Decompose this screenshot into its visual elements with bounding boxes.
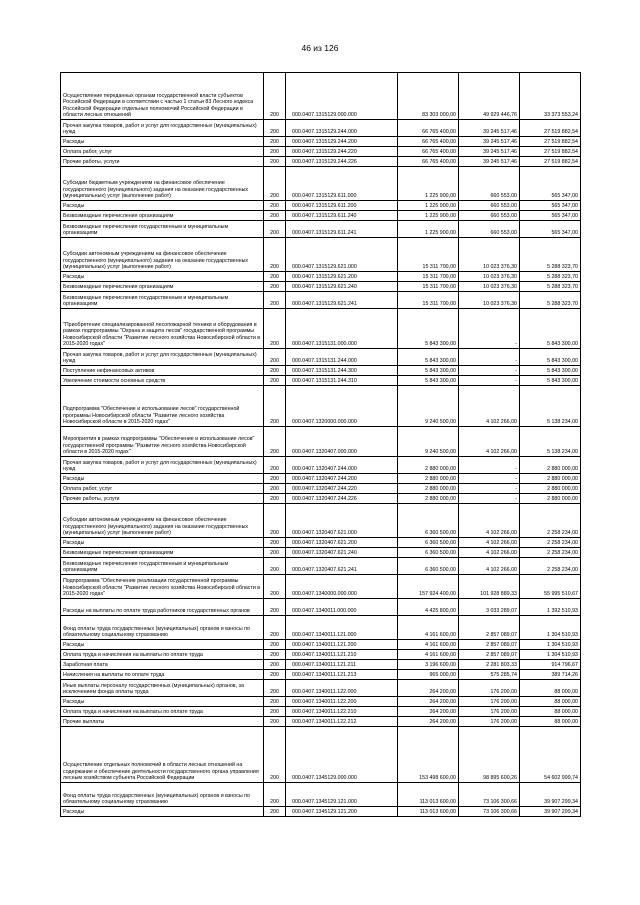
row-budget-code: 000.0407.1340011.121.211 bbox=[286, 660, 398, 670]
row-unexecuted-amount: 1 304 510,93 bbox=[520, 650, 581, 660]
row-unexecuted-amount: 2 258 234,00 bbox=[520, 558, 581, 575]
row-approved-amount: 83 303 000,00 bbox=[398, 73, 459, 120]
row-unexecuted-amount: 2 880 000,00 bbox=[520, 484, 581, 494]
row-budget-code: 000.0407.1320000.000.000 bbox=[286, 386, 398, 427]
row-line-code: 200 bbox=[264, 349, 286, 366]
row-name: Прочая закупка товаров, работ и услуг для государственных (муниципальных) нужд bbox=[61, 457, 264, 474]
row-approved-amount: 4 425 800,00 bbox=[398, 599, 459, 616]
row-name: Осуществление переданных органам государственной власти субъектов Российской Федерации в соответствии с частью 1 статьи 83 Лесного кодекса Российской Федерации отдельных полномочий Российской Федерации в области лесных отношений bbox=[61, 73, 264, 120]
row-line-code: 200 bbox=[264, 484, 286, 494]
row-executed-amount: - bbox=[459, 366, 520, 376]
row-name: Субсидии бюджетным учреждениям на финансовое обеспечение государственного (муниципального) задания на оказание государственных (муниципальных) услуг (выполнение работ) bbox=[61, 167, 264, 201]
table-row bbox=[61, 272, 581, 282]
row-unexecuted-amount: 88 000,00 bbox=[520, 680, 581, 697]
table-row bbox=[61, 680, 581, 697]
row-unexecuted-amount: 565 347,00 bbox=[520, 221, 581, 238]
row-approved-amount: 1 225 900,00 bbox=[398, 211, 459, 221]
row-line-code: 200 bbox=[264, 680, 286, 697]
row-line-code: 200 bbox=[264, 640, 286, 650]
table-row bbox=[61, 309, 581, 349]
row-executed-amount: 176 200,00 bbox=[459, 697, 520, 707]
row-line-code: 200 bbox=[264, 376, 286, 386]
row-executed-amount: 176 200,00 bbox=[459, 680, 520, 697]
row-budget-code: 000.0407.1320407.244.200 bbox=[286, 474, 398, 484]
row-unexecuted-amount: 1 392 510,93 bbox=[520, 599, 581, 616]
row-line-code: 200 bbox=[264, 137, 286, 147]
row-approved-amount: 15 311 700,00 bbox=[398, 292, 459, 309]
row-line-code: 200 bbox=[264, 727, 286, 783]
row-line-code: 200 bbox=[264, 660, 286, 670]
row-line-code: 200 bbox=[264, 309, 286, 349]
row-approved-amount: 264 200,00 bbox=[398, 717, 459, 727]
row-name: Безвозмездные перечисления организациям bbox=[61, 548, 264, 558]
row-budget-code: 000.0407.1345129.121.200 bbox=[286, 807, 398, 817]
row-unexecuted-amount: 39 907 299,34 bbox=[520, 783, 581, 807]
table-row bbox=[61, 73, 581, 120]
table-row bbox=[61, 349, 581, 366]
table-row bbox=[61, 167, 581, 201]
row-approved-amount: 5 843 300,00 bbox=[398, 366, 459, 376]
row-name: Расходы bbox=[61, 201, 264, 211]
row-unexecuted-amount: 565 347,00 bbox=[520, 201, 581, 211]
row-line-code: 200 bbox=[264, 670, 286, 680]
row-name: Безвозмездные перечисления государственным и муниципальным организациям bbox=[61, 558, 264, 575]
row-line-code: 200 bbox=[264, 558, 286, 575]
table-row bbox=[61, 717, 581, 727]
row-executed-amount: 73 106 300,66 bbox=[459, 807, 520, 817]
table-row bbox=[61, 157, 581, 167]
row-line-code: 200 bbox=[264, 157, 286, 167]
row-name: Начисления на выплаты по оплате труда bbox=[61, 670, 264, 680]
row-budget-code: 000.0407.1315129.000.000 bbox=[286, 73, 398, 120]
table-row bbox=[61, 504, 581, 538]
row-executed-amount: 39 245 517,46 bbox=[459, 120, 520, 137]
row-name: Прочие выплаты bbox=[61, 717, 264, 727]
row-unexecuted-amount: 2 258 234,00 bbox=[520, 548, 581, 558]
row-approved-amount: 66 765 400,00 bbox=[398, 137, 459, 147]
row-approved-amount: 264 200,00 bbox=[398, 697, 459, 707]
row-budget-code: 000.0407.1320407.621.241 bbox=[286, 558, 398, 575]
row-executed-amount: 660 553,00 bbox=[459, 167, 520, 201]
row-budget-code: 000.0407.1320407.621.240 bbox=[286, 548, 398, 558]
row-executed-amount: 2 857 089,07 bbox=[459, 650, 520, 660]
row-line-code: 200 bbox=[264, 783, 286, 807]
row-budget-code: 000.0407.1315129.244.200 bbox=[286, 137, 398, 147]
row-budget-code: 000.0407.1340000.000.000 bbox=[286, 575, 398, 599]
row-name: "Приобретение специализированной лесопожарной техники и оборудования в рамках подпрограммы "Охрана и защита лесов" государственной программы Новосибирской области "Развитие лесного хозяйства Новосибирской области в 2015-2020 годах" bbox=[61, 309, 264, 349]
row-executed-amount: 98 895 600,26 bbox=[459, 727, 520, 783]
row-line-code: 200 bbox=[264, 427, 286, 457]
row-budget-code: 000.0407.1340011.121.210 bbox=[286, 650, 398, 660]
table-body bbox=[61, 73, 581, 817]
row-line-code: 200 bbox=[264, 147, 286, 157]
row-unexecuted-amount: 5 288 323,70 bbox=[520, 282, 581, 292]
row-name: Субсидии автономным учреждениям на финансовое обеспечение государственного (муниципального) задания на оказание государственных (муниципальных) услуг (выполнение работ) bbox=[61, 238, 264, 272]
row-approved-amount: 9 240 500,00 bbox=[398, 386, 459, 427]
row-line-code: 200 bbox=[264, 282, 286, 292]
row-name: Прочие работы, услуги bbox=[61, 157, 264, 167]
row-executed-amount: - bbox=[459, 376, 520, 386]
row-unexecuted-amount: 33 373 553,24 bbox=[520, 73, 581, 120]
row-unexecuted-amount: 914 796,67 bbox=[520, 660, 581, 670]
row-name: Оплата работ, услуг bbox=[61, 484, 264, 494]
table-row bbox=[61, 292, 581, 309]
row-approved-amount: 15 311 700,00 bbox=[398, 238, 459, 272]
row-unexecuted-amount: 39 907 299,34 bbox=[520, 807, 581, 817]
table-row bbox=[61, 575, 581, 599]
row-unexecuted-amount: 27 519 882,54 bbox=[520, 147, 581, 157]
row-budget-code: 000.0407.1340011.122.210 bbox=[286, 707, 398, 717]
row-approved-amount: 3 196 600,00 bbox=[398, 660, 459, 670]
row-approved-amount: 2 880 000,00 bbox=[398, 474, 459, 484]
row-approved-amount: 6 360 500,00 bbox=[398, 558, 459, 575]
row-name: Расходы bbox=[61, 640, 264, 650]
row-unexecuted-amount: 5 138 234,00 bbox=[520, 386, 581, 427]
row-line-code: 200 bbox=[264, 221, 286, 238]
table-row bbox=[61, 120, 581, 137]
row-name: Заработная плата bbox=[61, 660, 264, 670]
row-budget-code: 000.0407.1315131.244.300 bbox=[286, 366, 398, 376]
table-row bbox=[61, 548, 581, 558]
row-budget-code: 000.0407.1340011.121.000 bbox=[286, 616, 398, 640]
table-row bbox=[61, 650, 581, 660]
table-row bbox=[61, 727, 581, 783]
row-executed-amount: 660 553,00 bbox=[459, 201, 520, 211]
row-line-code: 200 bbox=[264, 504, 286, 538]
row-budget-code: 000.0407.1345129.000.000 bbox=[286, 727, 398, 783]
row-name: Расходы bbox=[61, 697, 264, 707]
row-unexecuted-amount: 5 288 323,70 bbox=[520, 238, 581, 272]
row-name: Расходы на выплаты по оплате труда работников государственных органов bbox=[61, 599, 264, 616]
table-row bbox=[61, 474, 581, 484]
row-executed-amount: - bbox=[459, 349, 520, 366]
table-row bbox=[61, 697, 581, 707]
row-name: Прочая закупка товаров, работ и услуг для государственных (муниципальных) нужд bbox=[61, 349, 264, 366]
row-name: Расходы bbox=[61, 137, 264, 147]
row-name: Фонд оплаты труда государственных (муниципальных) органов и взносы по обязательному социальному страхованию bbox=[61, 783, 264, 807]
table-row bbox=[61, 386, 581, 427]
row-unexecuted-amount: 55 995 510,67 bbox=[520, 575, 581, 599]
row-budget-code: 000.0407.1315129.621.241 bbox=[286, 292, 398, 309]
row-name: Поступление нефинансовых активов bbox=[61, 366, 264, 376]
table-row bbox=[61, 494, 581, 504]
row-budget-code: 000.0407.1340011.122.000 bbox=[286, 680, 398, 697]
row-budget-code: 000.0407.1315129.611.241 bbox=[286, 221, 398, 238]
row-budget-code: 000.0407.1320407.244.000 bbox=[286, 457, 398, 474]
row-name: Оплата труда и начисления на выплаты по оплате труда bbox=[61, 707, 264, 717]
row-executed-amount: - bbox=[459, 484, 520, 494]
row-approved-amount: 4 161 600,00 bbox=[398, 650, 459, 660]
row-approved-amount: 6 360 500,00 bbox=[398, 504, 459, 538]
row-unexecuted-amount: 2 880 000,00 bbox=[520, 457, 581, 474]
row-executed-amount: 2 281 803,33 bbox=[459, 660, 520, 670]
row-executed-amount: 3 033 289,07 bbox=[459, 599, 520, 616]
row-executed-amount: 4 102 266,00 bbox=[459, 548, 520, 558]
row-name: Субсидии автономным учреждениям на финансовое обеспечение государственного (муниципального) задания на оказание государственных (муниципальных) услуг (выполнение работ) bbox=[61, 504, 264, 538]
table-row bbox=[61, 282, 581, 292]
table-row bbox=[61, 201, 581, 211]
table-row bbox=[61, 484, 581, 494]
table-row bbox=[61, 599, 581, 616]
row-approved-amount: 2 880 000,00 bbox=[398, 494, 459, 504]
table-row bbox=[61, 616, 581, 640]
row-name: Подпрограмма "Обеспечение и использование лесов" государственной программы Новосибирской области "Развитие лесного хозяйства Новосибирской области в 2015-2020 годах" bbox=[61, 386, 264, 427]
row-unexecuted-amount: 5 843 300,00 bbox=[520, 349, 581, 366]
row-approved-amount: 66 765 400,00 bbox=[398, 157, 459, 167]
row-name: Безвозмездные перечисления государственным и муниципальным организациям bbox=[61, 221, 264, 238]
row-budget-code: 000.0407.1315131.000.000 bbox=[286, 309, 398, 349]
row-line-code: 200 bbox=[264, 366, 286, 376]
row-budget-code: 000.0407.1340011.122.212 bbox=[286, 717, 398, 727]
row-approved-amount: 2 880 000,00 bbox=[398, 457, 459, 474]
row-budget-code: 000.0407.1340011.121.200 bbox=[286, 640, 398, 650]
row-executed-amount: 660 553,00 bbox=[459, 211, 520, 221]
row-approved-amount: 66 765 400,00 bbox=[398, 147, 459, 157]
row-budget-code: 000.0407.1315129.611.000 bbox=[286, 167, 398, 201]
table-row bbox=[61, 538, 581, 548]
row-executed-amount: 101 928 889,33 bbox=[459, 575, 520, 599]
row-name: Расходы bbox=[61, 538, 264, 548]
row-name: Мероприятия в рамках подпрограммы "Обеспечение и использование лесов" государственной программы "Развитие лесного хозяйства Новосибирской области в 2015-2020 годах" bbox=[61, 427, 264, 457]
row-budget-code: 000.0407.1320407.621.000 bbox=[286, 504, 398, 538]
row-approved-amount: 264 200,00 bbox=[398, 680, 459, 697]
row-name: Прочие работы, услуги bbox=[61, 494, 264, 504]
row-name: Безвозмездные перечисления организациям bbox=[61, 282, 264, 292]
row-budget-code: 000.0407.1315129.244.226 bbox=[286, 157, 398, 167]
table-row bbox=[61, 221, 581, 238]
row-unexecuted-amount: 1 304 510,93 bbox=[520, 640, 581, 650]
row-budget-code: 000.0407.1340011.000.000 bbox=[286, 599, 398, 616]
row-executed-amount: 10 023 376,30 bbox=[459, 238, 520, 272]
row-executed-amount: 660 553,00 bbox=[459, 221, 520, 238]
row-executed-amount: 73 106 300,66 bbox=[459, 783, 520, 807]
row-budget-code: 000.0407.1315131.244.000 bbox=[286, 349, 398, 366]
row-approved-amount: 6 360 500,00 bbox=[398, 538, 459, 548]
row-unexecuted-amount: 565 347,00 bbox=[520, 167, 581, 201]
row-approved-amount: 965 000,00 bbox=[398, 670, 459, 680]
row-executed-amount: 10 023 376,30 bbox=[459, 292, 520, 309]
row-budget-code: 000.0407.1340011.121.213 bbox=[286, 670, 398, 680]
table-row bbox=[61, 137, 581, 147]
row-unexecuted-amount: 88 000,00 bbox=[520, 697, 581, 707]
row-budget-code: 000.0407.1340011.122.200 bbox=[286, 697, 398, 707]
row-approved-amount: 66 765 400,00 bbox=[398, 120, 459, 137]
row-executed-amount: - bbox=[459, 309, 520, 349]
row-unexecuted-amount: 54 602 999,74 bbox=[520, 727, 581, 783]
row-unexecuted-amount: 27 519 882,54 bbox=[520, 137, 581, 147]
row-line-code: 200 bbox=[264, 548, 286, 558]
row-name: Осуществление отдельных полномочий в области лесных отношений на содержание и обеспечение деятельности государственного органа управления лесным хозяйством субъекта Российской Федерации bbox=[61, 727, 264, 783]
row-line-code: 200 bbox=[264, 707, 286, 717]
row-budget-code: 000.0407.1315129.611.200 bbox=[286, 201, 398, 211]
row-unexecuted-amount: 88 000,00 bbox=[520, 707, 581, 717]
row-name: Иные выплаты персоналу государственных (муниципальных) органов, за исключением фонда оплаты труда bbox=[61, 680, 264, 697]
row-line-code: 200 bbox=[264, 201, 286, 211]
row-line-code: 200 bbox=[264, 292, 286, 309]
table-row bbox=[61, 660, 581, 670]
row-approved-amount: 5 843 300,00 bbox=[398, 349, 459, 366]
row-approved-amount: 4 161 600,00 bbox=[398, 640, 459, 650]
row-budget-code: 000.0407.1315129.244.220 bbox=[286, 147, 398, 157]
row-unexecuted-amount: 389 714,26 bbox=[520, 670, 581, 680]
row-executed-amount: 39 245 517,46 bbox=[459, 147, 520, 157]
row-budget-code: 000.0407.1315129.621.200 bbox=[286, 272, 398, 282]
table-row bbox=[61, 807, 581, 817]
row-executed-amount: 39 245 517,46 bbox=[459, 157, 520, 167]
row-line-code: 200 bbox=[264, 717, 286, 727]
row-unexecuted-amount: 5 288 323,70 bbox=[520, 292, 581, 309]
table-row bbox=[61, 147, 581, 157]
row-approved-amount: 157 924 400,00 bbox=[398, 575, 459, 599]
row-executed-amount: - bbox=[459, 474, 520, 484]
row-executed-amount: 39 245 517,46 bbox=[459, 137, 520, 147]
row-unexecuted-amount: 5 843 300,00 bbox=[520, 309, 581, 349]
row-unexecuted-amount: 5 843 300,00 bbox=[520, 366, 581, 376]
row-approved-amount: 15 311 700,00 bbox=[398, 282, 459, 292]
row-name: Подпрограмма "Обеспечение реализации государственной программы Новосибирской области "Развитие лесного хозяйства Новосибирской области в 2015-2020 годах" bbox=[61, 575, 264, 599]
row-budget-code: 000.0407.1315129.244.000 bbox=[286, 120, 398, 137]
row-approved-amount: 153 498 600,00 bbox=[398, 727, 459, 783]
row-approved-amount: 9 240 500,00 bbox=[398, 427, 459, 457]
row-approved-amount: 2 880 000,00 bbox=[398, 484, 459, 494]
row-budget-code: 000.0407.1315129.611.240 bbox=[286, 211, 398, 221]
row-approved-amount: 4 161 600,00 bbox=[398, 616, 459, 640]
row-line-code: 200 bbox=[264, 120, 286, 137]
row-unexecuted-amount: 2 880 000,00 bbox=[520, 494, 581, 504]
row-line-code: 200 bbox=[264, 650, 286, 660]
row-line-code: 200 bbox=[264, 386, 286, 427]
row-unexecuted-amount: 5 138 234,00 bbox=[520, 427, 581, 457]
row-line-code: 200 bbox=[264, 238, 286, 272]
table-row bbox=[61, 211, 581, 221]
row-line-code: 200 bbox=[264, 616, 286, 640]
table-row bbox=[61, 670, 581, 680]
row-unexecuted-amount: 27 519 882,54 bbox=[520, 157, 581, 167]
row-budget-code: 000.0407.1320407.244.220 bbox=[286, 484, 398, 494]
row-budget-code: 000.0407.1345129.121.000 bbox=[286, 783, 398, 807]
table-row bbox=[61, 783, 581, 807]
row-unexecuted-amount: 1 304 510,93 bbox=[520, 616, 581, 640]
row-executed-amount: 4 102 266,00 bbox=[459, 558, 520, 575]
row-executed-amount: 575 285,74 bbox=[459, 670, 520, 680]
row-approved-amount: 15 311 700,00 bbox=[398, 272, 459, 282]
row-line-code: 200 bbox=[264, 494, 286, 504]
row-line-code: 200 bbox=[264, 73, 286, 120]
row-approved-amount: 1 225 900,00 bbox=[398, 201, 459, 211]
table-row bbox=[61, 558, 581, 575]
row-name: Расходы bbox=[61, 474, 264, 484]
row-executed-amount: 4 102 266,00 bbox=[459, 386, 520, 427]
row-executed-amount: 4 102 266,00 bbox=[459, 427, 520, 457]
row-unexecuted-amount: 5 843 300,00 bbox=[520, 376, 581, 386]
row-executed-amount: 10 023 376,30 bbox=[459, 282, 520, 292]
row-unexecuted-amount: 5 288 323,70 bbox=[520, 272, 581, 282]
row-approved-amount: 6 360 500,00 bbox=[398, 548, 459, 558]
row-budget-code: 000.0407.1320407.000.000 bbox=[286, 427, 398, 457]
row-approved-amount: 5 843 300,00 bbox=[398, 309, 459, 349]
expenditure-table bbox=[60, 72, 581, 817]
row-unexecuted-amount: 2 258 234,00 bbox=[520, 504, 581, 538]
row-name: Оплата труда и начисления на выплаты по оплате труда bbox=[61, 650, 264, 660]
row-line-code: 200 bbox=[264, 697, 286, 707]
row-executed-amount: 4 102 266,00 bbox=[459, 538, 520, 548]
row-budget-code: 000.0407.1315129.621.240 bbox=[286, 282, 398, 292]
page-number: 46 из 126 bbox=[301, 43, 339, 53]
row-executed-amount: 176 200,00 bbox=[459, 707, 520, 717]
table-row bbox=[61, 707, 581, 717]
row-approved-amount: 1 225 900,00 bbox=[398, 221, 459, 238]
row-approved-amount: 113 013 600,00 bbox=[398, 783, 459, 807]
row-name: Расходы bbox=[61, 272, 264, 282]
row-approved-amount: 1 225 900,00 bbox=[398, 167, 459, 201]
row-line-code: 200 bbox=[264, 457, 286, 474]
row-line-code: 200 bbox=[264, 474, 286, 484]
row-name: Оплата работ, услуг bbox=[61, 147, 264, 157]
row-executed-amount: 10 023 376,30 bbox=[459, 272, 520, 282]
row-line-code: 200 bbox=[264, 538, 286, 548]
row-line-code: 200 bbox=[264, 211, 286, 221]
row-unexecuted-amount: 88 000,00 bbox=[520, 717, 581, 727]
row-unexecuted-amount: 27 519 882,54 bbox=[520, 120, 581, 137]
row-line-code: 200 bbox=[264, 575, 286, 599]
row-line-code: 200 bbox=[264, 599, 286, 616]
row-approved-amount: 5 843 300,00 bbox=[398, 376, 459, 386]
row-unexecuted-amount: 2 258 234,00 bbox=[520, 538, 581, 548]
row-budget-code: 000.0407.1320407.244.226 bbox=[286, 494, 398, 504]
row-executed-amount: - bbox=[459, 457, 520, 474]
row-executed-amount: 49 929 446,76 bbox=[459, 73, 520, 120]
row-unexecuted-amount: 2 880 000,00 bbox=[520, 474, 581, 484]
row-unexecuted-amount: 565 347,00 bbox=[520, 211, 581, 221]
row-budget-code: 000.0407.1315129.621.000 bbox=[286, 238, 398, 272]
row-executed-amount: 2 857 089,07 bbox=[459, 616, 520, 640]
row-approved-amount: 113 013 600,00 bbox=[398, 807, 459, 817]
row-line-code: 200 bbox=[264, 807, 286, 817]
row-line-code: 200 bbox=[264, 167, 286, 201]
row-name: Фонд оплаты труда государственных (муниципальных) органов и взносы по обязательному социальному страхованию bbox=[61, 616, 264, 640]
row-name: Расходы bbox=[61, 807, 264, 817]
table-row bbox=[61, 366, 581, 376]
row-executed-amount: 176 200,00 bbox=[459, 717, 520, 727]
row-name: Увеличение стоимости основных средств bbox=[61, 376, 264, 386]
row-executed-amount: - bbox=[459, 494, 520, 504]
row-name: Безвозмездные перечисления государственным и муниципальным организациям bbox=[61, 292, 264, 309]
table-row bbox=[61, 457, 581, 474]
row-name: Прочая закупка товаров, работ и услуг для государственных (муниципальных) нужд bbox=[61, 120, 264, 137]
row-line-code: 200 bbox=[264, 272, 286, 282]
row-executed-amount: 2 857 089,07 bbox=[459, 640, 520, 650]
row-executed-amount: 4 102 266,00 bbox=[459, 504, 520, 538]
table-row bbox=[61, 640, 581, 650]
row-budget-code: 000.0407.1315131.244.310 bbox=[286, 376, 398, 386]
table-row bbox=[61, 238, 581, 272]
row-budget-code: 000.0407.1320407.621.200 bbox=[286, 538, 398, 548]
table-row bbox=[61, 427, 581, 457]
table-row bbox=[61, 376, 581, 386]
row-name: Безвозмездные перечисления организациям bbox=[61, 211, 264, 221]
row-approved-amount: 264 200,00 bbox=[398, 707, 459, 717]
